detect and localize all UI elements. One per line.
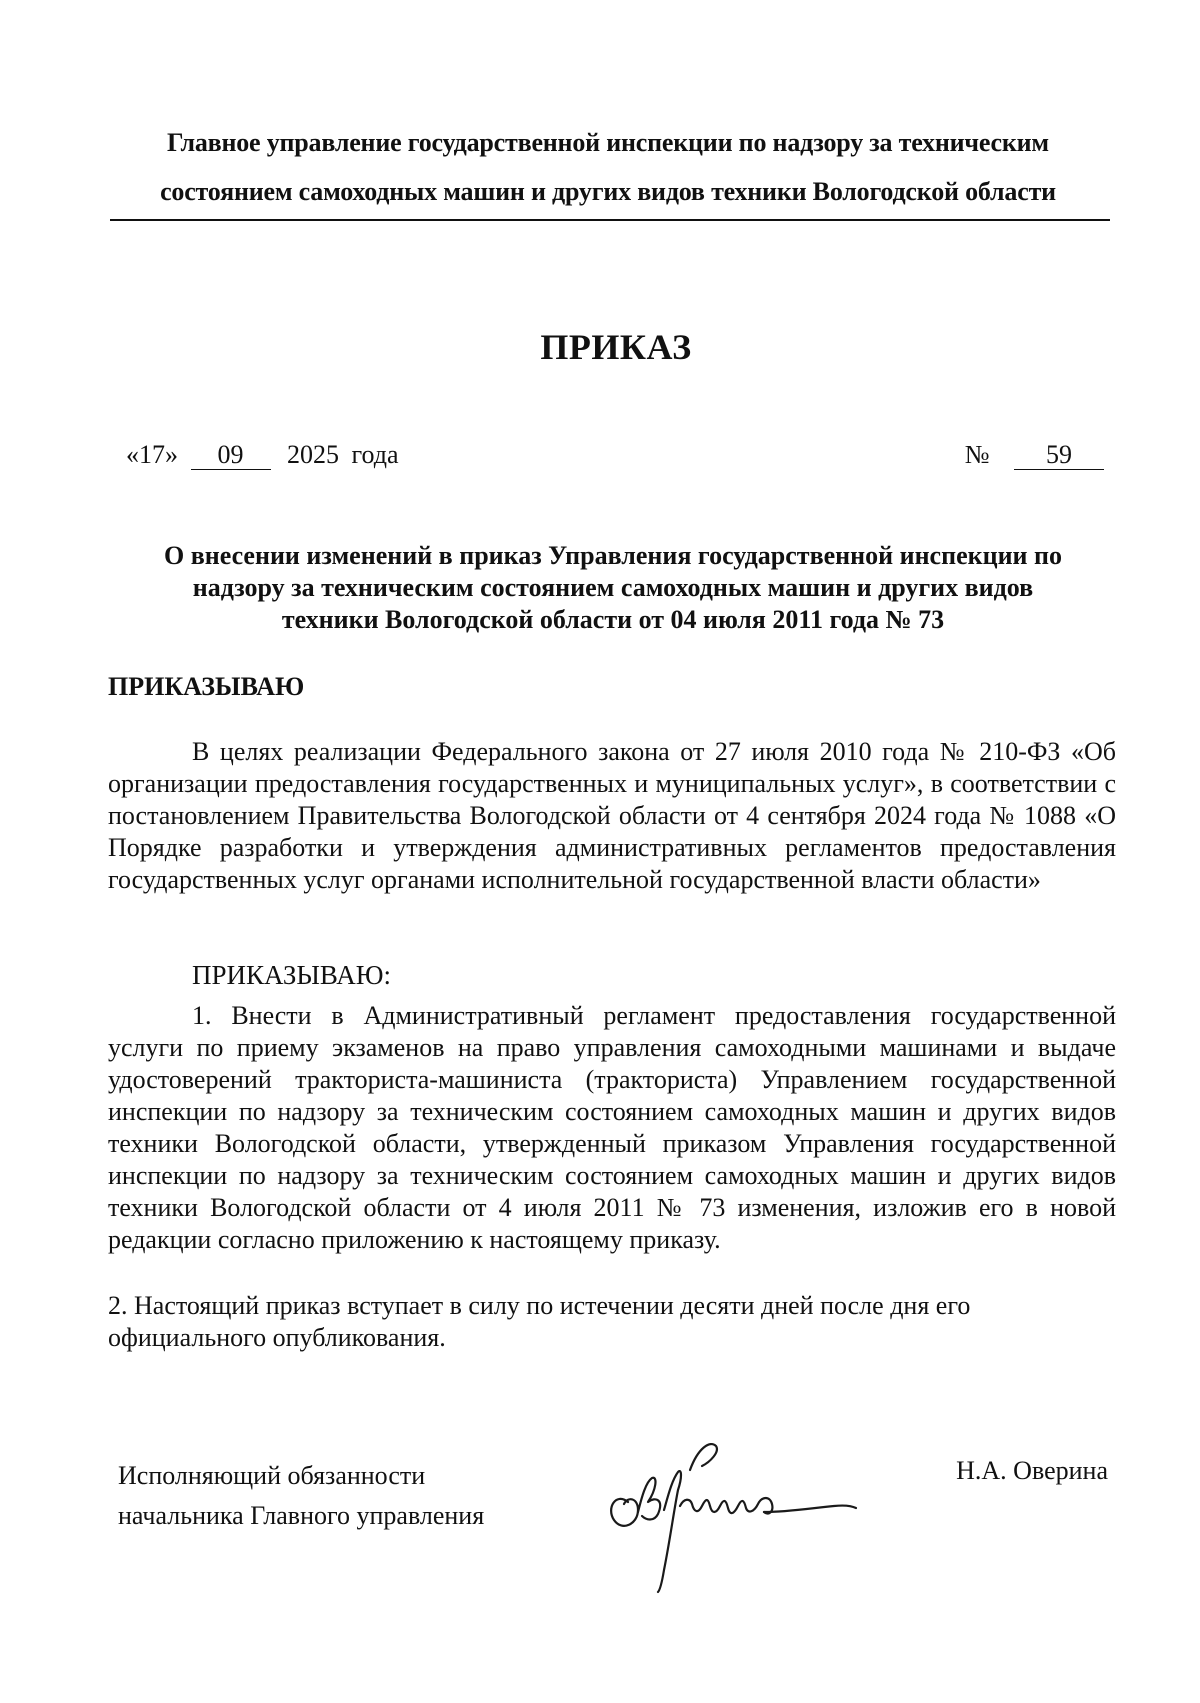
org-header-line-1: Главное управление государственной инспекции по надзору за техническим xyxy=(167,128,1049,157)
signatory-position xyxy=(118,1456,484,1536)
position-line-1: Исполняющий обязанности xyxy=(118,1461,426,1490)
number-value: 59 xyxy=(1014,441,1104,470)
order-heading: ПРИКАЗЫВАЮ xyxy=(108,672,305,701)
subject-line-2: надзору за техническим состоянием самоходных машин и других видов xyxy=(192,573,1034,602)
org-header-line-2: состоянием самоходных машин и других видов техники Вологодской области xyxy=(160,177,1056,206)
date-month: 09 xyxy=(191,441,271,470)
document-number xyxy=(965,440,1104,470)
item-2-line-2: официального опубликования. xyxy=(108,1323,446,1352)
date-day: «17» xyxy=(126,440,178,469)
order-verb: ПРИКАЗЫВАЮ: xyxy=(192,960,391,990)
date-suffix: года xyxy=(351,440,399,469)
document-subject xyxy=(108,540,1118,636)
item-2-line-1: 2. Настоящий приказ вступает в силу по истечении десяти дней после дня его xyxy=(108,1291,971,1320)
subject-line-3: техники Вологодской области от 04 июля 2011 года № 73 xyxy=(281,605,945,634)
item-2-paragraph xyxy=(108,1290,1116,1354)
handwritten-signature-icon xyxy=(598,1420,868,1610)
signatory-name: Н.А. Оверина xyxy=(956,1456,1108,1485)
organization-header xyxy=(108,118,1108,216)
item-1-paragraph: 1. Внести в Административный регламент предоставления государственной услуги по приему экзаменов на право управления самоходными машинами и выдаче удостоверений тракториста-машиниста (тракториста) Управлением государственной инспекции по надзору за техническим состоянием самоходных машин и других видов техники Вологодской области, утвержденный приказом Управления государственной инспекции по надзору за техническим состоянием самоходных машин и других видов техники Вологодской области от 4 июля 2011 № 73 изменения, изложив его в новой редакции согласно приложению к настоящему приказу. xyxy=(108,1001,1116,1254)
document-title: ПРИКАЗ xyxy=(540,327,692,367)
date-year: 2025 xyxy=(287,440,339,469)
header-divider xyxy=(110,219,1110,221)
document-date xyxy=(126,440,399,470)
position-line-2: начальника Главного управления xyxy=(118,1501,485,1530)
number-sign: № xyxy=(964,440,990,469)
preamble-paragraph: В целях реализации Федерального закона от 27 июля 2010 года № 210-ФЗ «Об организации предоставления государственных и муниципальных услуг», в соответствии с постановлением Правительства Вологодской области от 4 сентября 2024 года № 1088 «О Порядке разработки и утверждения административных регламентов предоставления государственных услуг органами исполнительной государственной власти области» xyxy=(108,737,1116,894)
subject-line-1: О внесении изменений в приказ Управления государственной инспекции по xyxy=(163,541,1063,570)
